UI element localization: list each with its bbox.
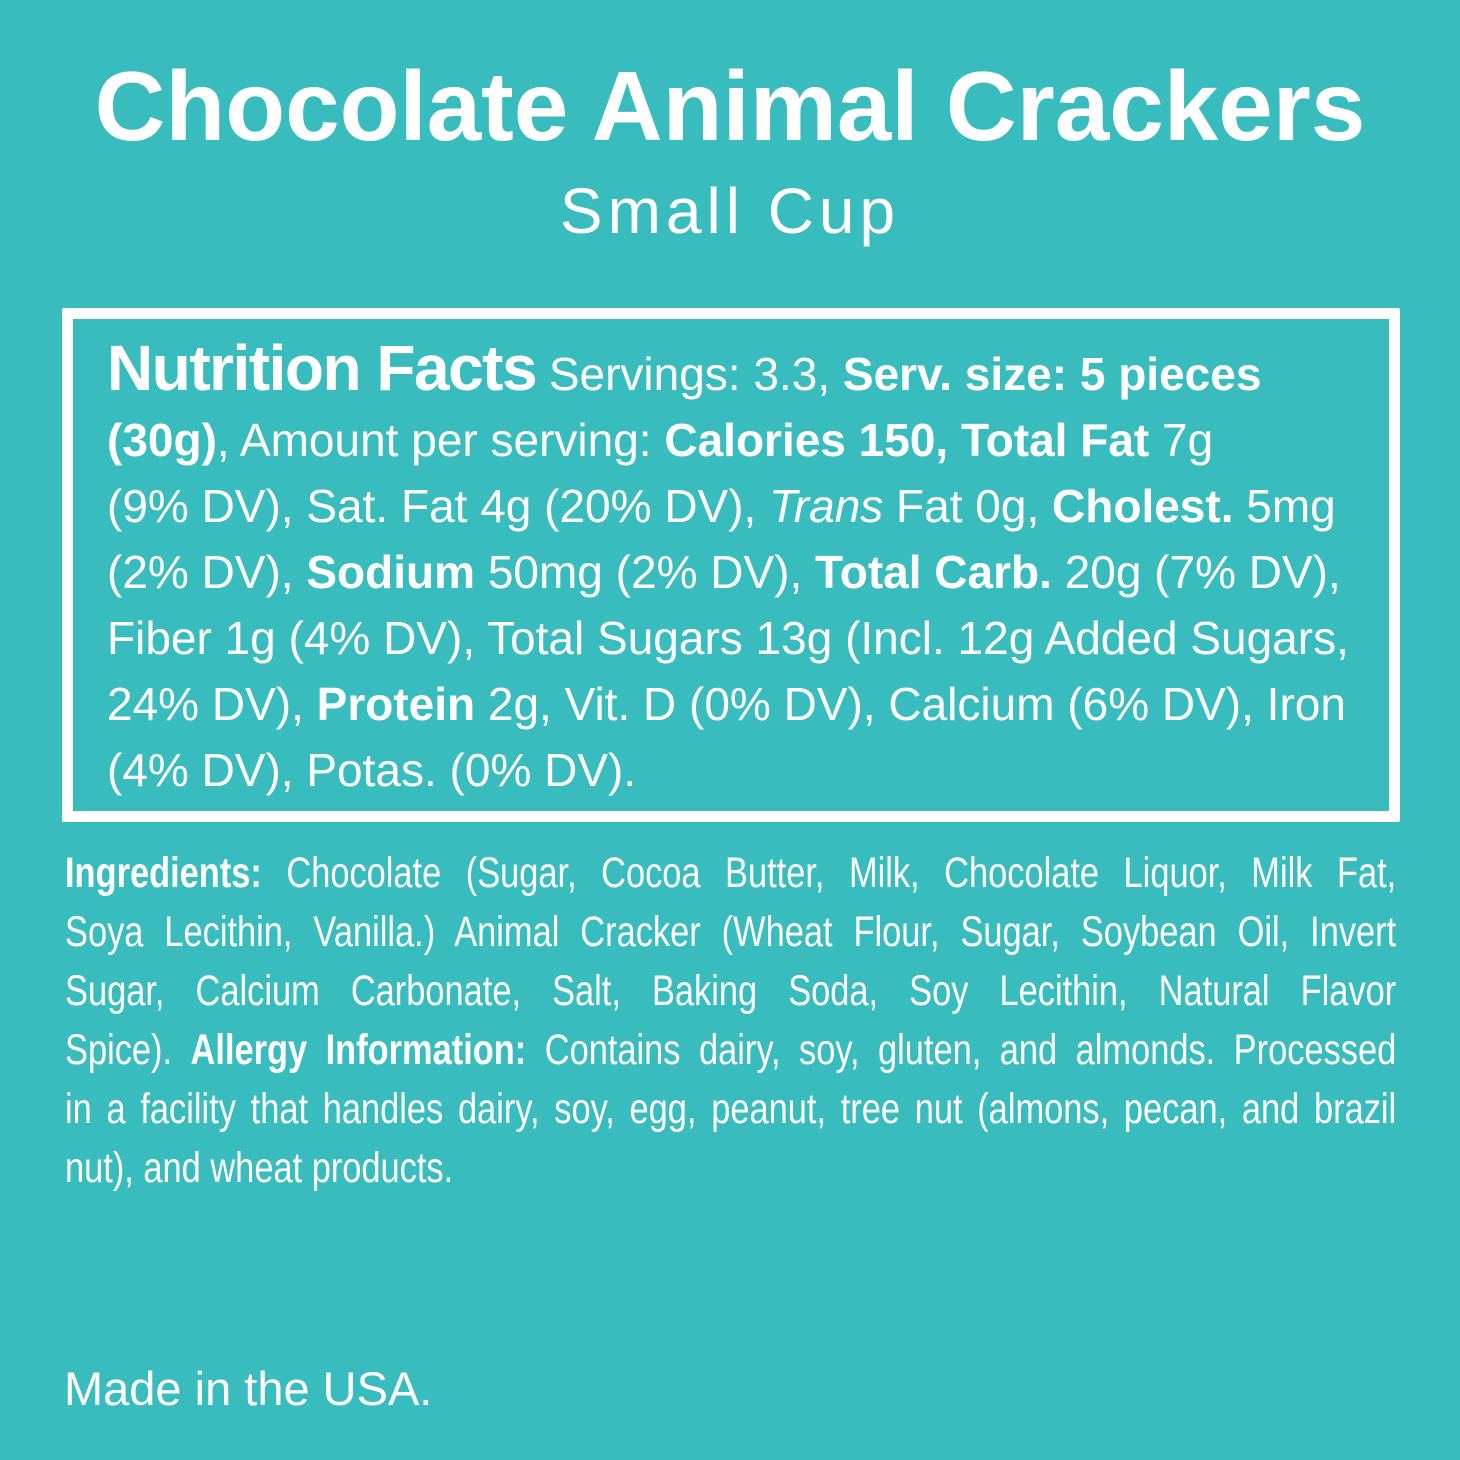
text-segment: 24% DV), [107,678,317,730]
text-segment: nut), and wheat products. [65,1144,454,1192]
product-subtitle: Small Cup [559,175,901,247]
text-segment: 5mg [1233,480,1336,532]
text-segment: Spice). [65,1026,191,1074]
ingredients-line [65,844,1396,903]
ingredients-line [65,1080,1396,1139]
nutrition-line [107,737,1361,803]
product-title: Chocolate Animal Crackers [94,51,1366,161]
text-segment: (4% DV), Potas. (0% DV). [107,744,637,796]
text-segment: in a facility that handles dairy, soy, egg, peanut, tree nut (almons, pecan, and brazil [65,1085,1397,1133]
nutrition-line [107,473,1361,539]
nutrition-line [107,671,1361,737]
text-segment: 2g, Vit. D (0% DV), Calcium (6% DV), Iron [475,678,1346,730]
nutrition-line [107,407,1361,473]
nutrition-line [107,332,1361,407]
text-segment-italic: Trans [769,480,884,532]
text-segment: Fiber 1g (4% DV), Total Sugars 13g (Incl. 12g Added Sugars, [107,612,1349,664]
text-segment: Chocolate (Sugar, Cocoa Butter, Milk, Chocolate Liquor, Milk Fat, [261,849,1397,897]
text-segment: Sugar, Calcium Carbonate, Salt, Baking Soda, Soy Lecithin, Natural Flavor [65,967,1397,1015]
text-segment: (9% DV), Sat. Fat 4g (20% DV), [107,480,770,532]
text-segment-heading: Nutrition Facts [107,332,537,404]
text-segment-bold: Protein [316,678,476,730]
made-in-usa-label: Made in the USA. [64,1362,433,1415]
ingredients-line [65,1139,1396,1198]
text-segment-bold: Allergy Information: [190,1026,527,1074]
ingredients-line [65,1021,1396,1080]
text-segment: 20g (7% DV), [1051,546,1341,598]
text-segment: (2% DV), [107,546,307,598]
text-segment: Soya Lecithin, Vanilla.) Animal Cracker (Wheat Flour, Sugar, Soybean Oil, Invert [65,908,1397,956]
ingredients-paragraph [65,844,1396,1198]
text-segment: Contains dairy, soy, gluten, and almonds. Processed [526,1026,1397,1074]
text-segment: 7g [1149,414,1214,466]
text-segment: Servings: 3.3, [536,348,843,400]
text-segment: 50mg (2% DV), [475,546,816,598]
text-segment-bold: Total Carb. [815,546,1052,598]
text-segment-bold: Serv. size: 5 pieces [842,348,1262,400]
text-segment-bold: (30g) [107,414,217,466]
ingredients-line [65,962,1396,1021]
nutrition-facts-box [62,308,1400,822]
text-segment-bold: Ingredients: [65,849,262,897]
text-segment-bold: Sodium [306,546,476,598]
nutrition-line [107,605,1361,671]
text-segment: , Amount per serving: [216,414,665,466]
text-segment: Fat 0g, [883,480,1053,532]
ingredients-line [65,903,1396,962]
text-segment-bold: Cholest. [1052,480,1234,532]
nutrition-line [107,539,1361,605]
text-segment-bold: Calories 150, Total Fat [664,414,1150,466]
